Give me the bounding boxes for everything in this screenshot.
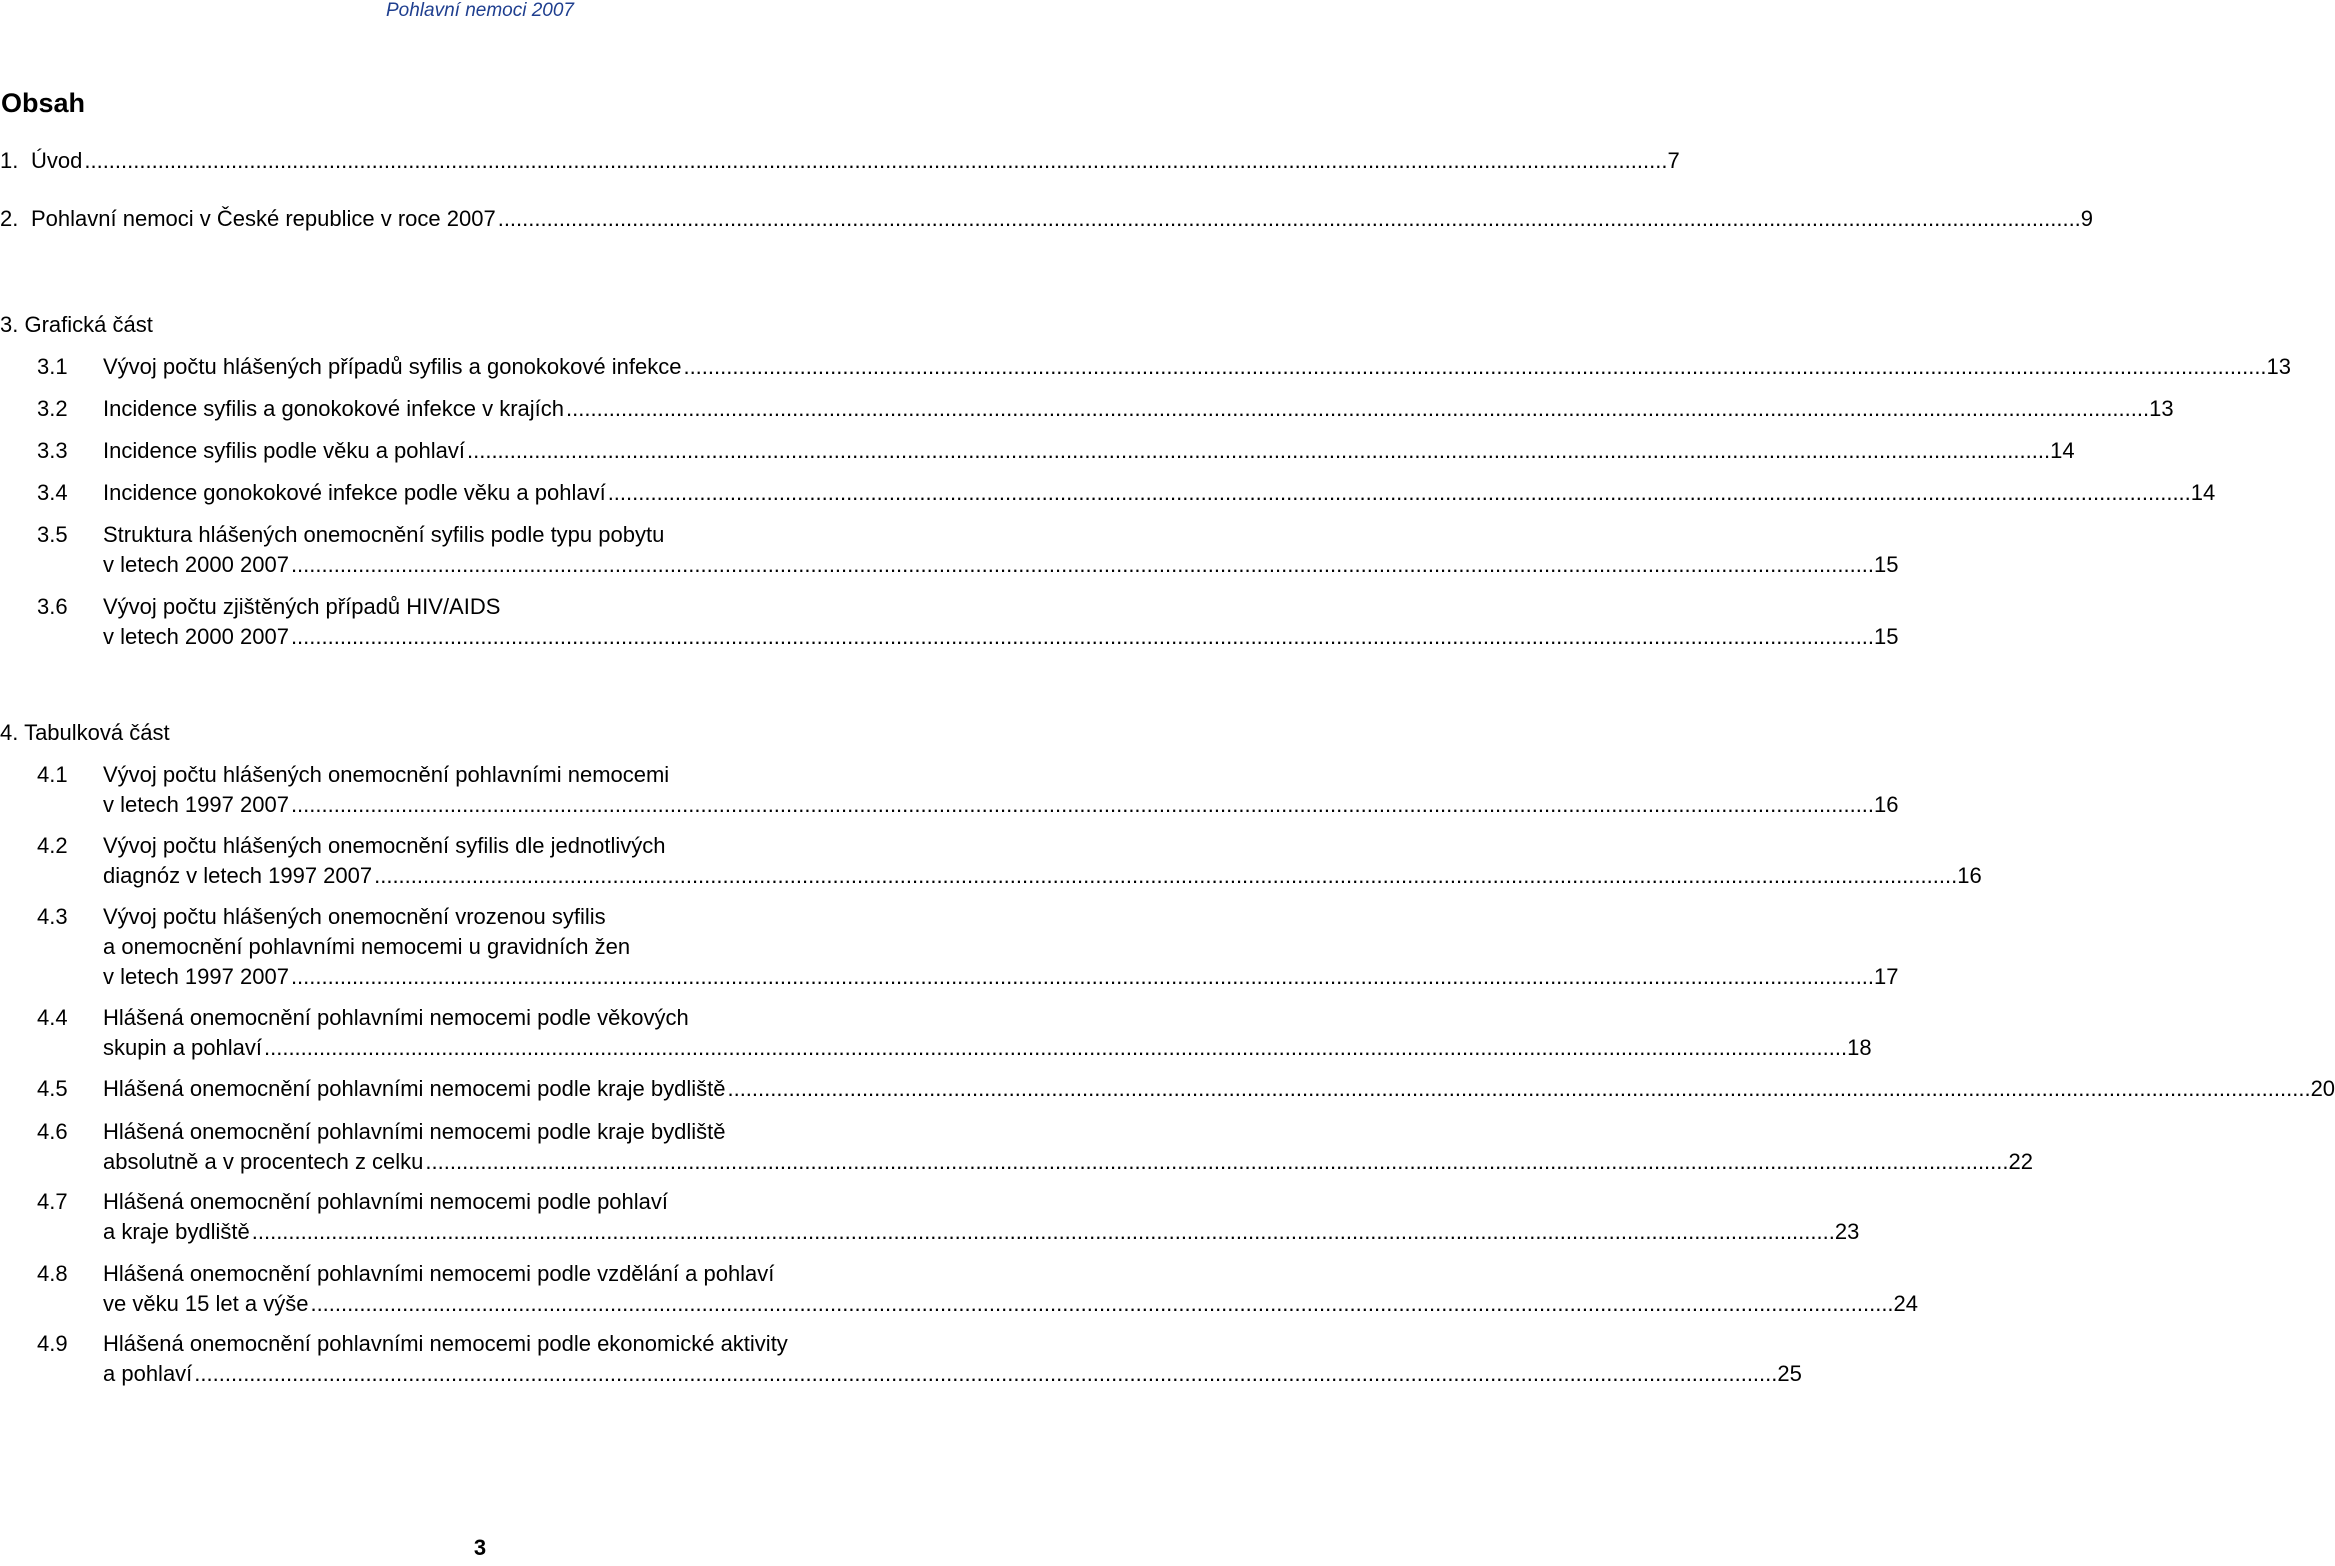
- toc-entry-number: 3.6: [37, 594, 68, 619]
- page-number: 3: [473, 1535, 487, 1560]
- toc-entry-page: 13: [2149, 396, 2174, 421]
- toc-entry-title: Hlášená onemocnění pohlavními nemocemi podle kraje bydliště: [103, 1076, 726, 1101]
- toc-entry-page: 17: [1874, 964, 1899, 989]
- toc-entry-title-line: Hlášená onemocnění pohlavními nemocemi podle věkových: [103, 1005, 689, 1030]
- toc-entry-number: 3.1: [37, 354, 68, 379]
- toc-entry-title-line: v letech 1997 2007: [103, 792, 289, 817]
- toc-entry-title: Pohlavní nemoci v České republice v roce 2007: [31, 206, 496, 231]
- toc-entry-title-line: skupin a pohlaví: [103, 1035, 262, 1060]
- toc-section-3-heading: 3. Grafická část: [0, 312, 153, 337]
- toc-entry-title-line: Struktura hlášených onemocnění syfilis podle typu pobytu: [103, 522, 665, 547]
- toc-entry-page: 7: [1667, 148, 1680, 173]
- toc-section-4-heading: 4. Tabulková část: [0, 720, 170, 745]
- toc-entry-title: Vývoj počtu hlášených případů syfilis a gonokokové infekce: [103, 354, 682, 379]
- toc-entry-title-line: Hlášená onemocnění pohlavními nemocemi podle ekonomické aktivity: [103, 1331, 788, 1356]
- toc-entry-title: Úvod: [31, 148, 83, 173]
- toc-entry-page: 14: [2190, 480, 2216, 505]
- toc-entry-page: 24: [1893, 1291, 1919, 1316]
- toc-entry-title-line: Vývoj počtu zjištěných případů HIV/AIDS: [103, 594, 501, 619]
- toc-entry-title-line: v letech 1997 2007: [103, 964, 289, 989]
- running-header: Pohlavní nemoci 2007: [385, 0, 574, 21]
- toc-entry-title-line: a pohlaví: [103, 1361, 193, 1386]
- toc-entry-title-line: absolutně a v procentech z celku: [103, 1149, 424, 1174]
- toc-entry-title-line: Hlášená onemocnění pohlavními nemocemi podle kraje bydliště: [103, 1119, 726, 1144]
- toc-entry-number: 1.: [0, 148, 19, 173]
- toc-entry-page: 23: [1834, 1219, 1860, 1244]
- toc-entry-number: 4.6: [37, 1119, 68, 1144]
- toc-entry-title-line: Vývoj počtu hlášených onemocnění pohlavními nemocemi: [103, 762, 670, 787]
- toc-entry-page: 13: [2266, 354, 2292, 379]
- toc-entry-number: 4.4: [37, 1005, 68, 1030]
- toc-entry-number: 4.2: [37, 833, 68, 858]
- toc-entry-title-line: Hlášená onemocnění pohlavními nemocemi podle vzdělání a pohlaví: [103, 1261, 775, 1286]
- toc-entry-title: Incidence syfilis a gonokokové infekce v krajích: [103, 396, 565, 421]
- toc-entry-number: 4.9: [37, 1331, 68, 1356]
- toc-entry-number: 3.4: [37, 480, 68, 505]
- toc-entry-page: 9: [2080, 206, 2094, 231]
- toc-entry-number: 4.5: [37, 1076, 68, 1101]
- toc-entry-number: 4.1: [37, 762, 68, 787]
- toc-entry-page: 15: [1874, 552, 1899, 577]
- toc-entry-page: 20: [2310, 1076, 2335, 1101]
- toc-entry-title-line: v letech 2000 2007: [103, 552, 289, 577]
- toc-entry-title-line: ve věku 15 let a výše: [103, 1291, 309, 1316]
- toc-entry-title-line: Vývoj počtu hlášených onemocnění syfilis dle jednotlivých: [103, 833, 666, 858]
- toc-entry-page: 22: [2008, 1149, 2033, 1174]
- toc-entry-title: Incidence gonokokové infekce podle věku a pohlaví: [103, 480, 606, 505]
- toc-entry-number: 4.8: [37, 1261, 68, 1286]
- toc-entry-number: 3.5: [37, 522, 68, 547]
- toc-entry-title-line: Vývoj počtu hlášených onemocnění vrozenou syfilis: [103, 904, 606, 929]
- toc-entry-page: 25: [1777, 1361, 1802, 1386]
- toc-entry-number: 2.: [0, 206, 19, 231]
- toc-entry-title: Incidence syfilis podle věku a pohlaví: [103, 438, 465, 463]
- toc-entry-number: 4.3: [37, 904, 68, 929]
- toc-entry-page: 15: [1874, 624, 1899, 649]
- toc-entry-page: 16: [1957, 863, 1982, 888]
- page-title: Obsah: [1, 88, 86, 118]
- toc-entry-page: 14: [2050, 438, 2075, 463]
- toc-entry-title-line: a onemocnění pohlavními nemocemi u gravidních žen: [103, 934, 631, 959]
- toc-entry-title-line: Hlášená onemocnění pohlavními nemocemi podle pohlaví: [103, 1189, 669, 1214]
- toc-entry-page: 18: [1847, 1035, 1872, 1060]
- toc-entry-page: 16: [1874, 792, 1899, 817]
- toc-entry-number: 3.3: [37, 438, 68, 463]
- toc-entry-title-line: v letech 2000 2007: [103, 624, 289, 649]
- toc-entry-title-line: diagnóz v letech 1997 2007: [103, 863, 373, 888]
- toc-entry-number: 4.7: [37, 1189, 68, 1214]
- toc-entry-number: 3.2: [37, 396, 68, 421]
- toc-entry-title-line: a kraje bydliště: [103, 1219, 250, 1244]
